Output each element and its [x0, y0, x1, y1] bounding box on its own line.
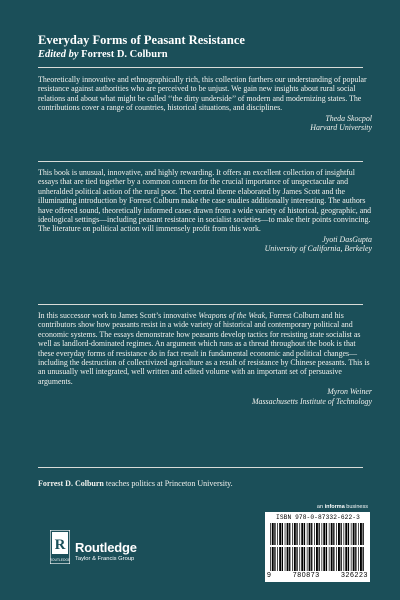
- bio-name: Forrest D. Colburn: [38, 479, 104, 488]
- isbn-barcode-bars: [270, 523, 365, 545]
- imprint-suffix: business: [344, 504, 368, 510]
- author-bio: [38, 479, 368, 489]
- barcode-bar: [307, 547, 308, 571]
- isbn-label: ISBN 978-0-87332-622-3: [276, 514, 360, 521]
- barcode-bar: [301, 523, 303, 545]
- barcode-bar: [338, 523, 340, 545]
- barcode-bar: [351, 547, 352, 571]
- barcode-bar: [301, 547, 303, 571]
- barcode-bar: [319, 523, 320, 545]
- divider: [38, 467, 363, 468]
- barcode-bar: [351, 523, 352, 545]
- barcode-bar: [270, 547, 271, 571]
- barcode-bar: [294, 547, 296, 571]
- editor-name: Forrest D. Colburn: [81, 49, 168, 60]
- barcode-bar: [277, 547, 278, 571]
- barcode-bar: [282, 523, 283, 545]
- bio-text: teaches politics at Princeton University.: [103, 479, 233, 488]
- review-3: [38, 311, 372, 406]
- barcode-bar: [333, 523, 334, 545]
- book-reference: Weapons of the Weak: [198, 311, 266, 320]
- editor-label: Edited by: [38, 49, 79, 60]
- barcode-bar: [304, 547, 305, 571]
- barcode-bar: [272, 547, 274, 571]
- book-title: Everyday Forms of Peasant Resistance: [38, 33, 245, 47]
- barcode-bar: [363, 547, 364, 571]
- barcode-bar: [309, 547, 311, 571]
- review-text: Theoretically innovative and ethnographically rich, this collection furthers our understanding of popular resistance against authorities who are perceived to be unjust. We gain new insights about rural social relations and about what might be called ‘‘the dirty underside’’ of modern and modernizing states. The contributions cover a range of countries, historical situations, and disciplines.: [38, 75, 367, 113]
- barcode-bar: [331, 523, 333, 545]
- barcode-bar: [309, 523, 311, 545]
- barcode-bar: [348, 547, 349, 571]
- barcode-bar: [326, 547, 327, 571]
- barcode-bar: [287, 547, 289, 571]
- review-text: This book is unusual, innovative, and highly rewarding. It offers an excellent collection of insightful essays that are tied together by a common concern for the crucial importance of unspectacular and unheralded political action of the rural poor. The central theme elaborated by James Scott and the illuminating introduction by Forrest Colburn make the case studies additionally interesting. The authors have offered sound, theoretically informed cases drawn from a wide variety of historical, geographic, and ideological settings—including peasant resistance in socialist societies—to make their points convincing. The literature on political action will immensely profit from this work.: [38, 168, 372, 234]
- logo-letter: R: [54, 537, 66, 553]
- barcode-bar: [285, 523, 286, 545]
- barcode-bar: [282, 547, 283, 571]
- barcode-bar: [329, 547, 330, 571]
- barcode-bar: [274, 547, 275, 571]
- barcode-bar: [333, 547, 334, 571]
- barcode-bar: [304, 523, 305, 545]
- barcode-bar: [292, 523, 293, 545]
- barcode-bar: [358, 523, 359, 545]
- barcode-bar: [272, 523, 274, 545]
- barcode-bar: [353, 547, 355, 571]
- barcode-bar: [279, 547, 281, 571]
- barcode-bar: [316, 523, 318, 545]
- barcode-bar: [353, 523, 355, 545]
- barcode-bar: [299, 523, 300, 545]
- review-text-part: In this successor work to James Scott’s innovative: [38, 311, 199, 320]
- review-author: Jyoti DasGupta: [322, 234, 372, 244]
- barcode-bar: [355, 547, 356, 571]
- barcode-bar: [341, 547, 342, 571]
- review-affiliation: Massachusetts Institute of Technology: [251, 396, 372, 406]
- barcode-bar: [336, 523, 337, 545]
- barcode-bar: [294, 523, 296, 545]
- barcode: [265, 512, 370, 582]
- barcode-bar: [311, 547, 312, 571]
- publisher-name: Routledge: [75, 540, 137, 555]
- barcode-bar: [329, 523, 330, 545]
- informa-imprint: [268, 504, 368, 510]
- review-text: [38, 311, 372, 386]
- barcode-bar: [360, 523, 362, 545]
- barcode-digits: [267, 572, 368, 579]
- barcode-bar: [287, 523, 289, 545]
- barcode-bar: [289, 547, 290, 571]
- barcode-bar: [360, 547, 362, 571]
- publisher-logo: [50, 530, 190, 570]
- barcode-bar: [314, 547, 315, 571]
- barcode-bar: [326, 523, 327, 545]
- barcode-bar: [322, 547, 323, 571]
- editor-line: [38, 48, 368, 61]
- barcode-bar: [270, 523, 271, 545]
- barcode-bar: [341, 523, 342, 545]
- barcode-bar: [323, 523, 325, 545]
- barcode-digit-group: 9: [267, 572, 272, 579]
- divider: [38, 161, 363, 162]
- barcode-bar: [345, 523, 347, 545]
- barcode-bar: [311, 523, 312, 545]
- review-affiliation: Harvard University: [310, 123, 372, 133]
- barcode-bar: [319, 547, 320, 571]
- barcode-bar: [344, 523, 345, 545]
- barcode-bar: [279, 523, 281, 545]
- barcode-bar: [338, 547, 340, 571]
- divider: [38, 67, 363, 68]
- barcode-bar: [358, 547, 359, 571]
- barcode-bar: [363, 523, 364, 545]
- barcode-bar: [345, 547, 347, 571]
- barcode-bar: [348, 523, 349, 545]
- review-author: Myron Weiner: [327, 387, 372, 397]
- review-1: [38, 75, 372, 132]
- barcode-bar: [289, 523, 290, 545]
- barcode-bar: [314, 523, 315, 545]
- imprint-brand: informa: [324, 504, 345, 510]
- publisher-group: Taylor & Francis Group: [75, 556, 135, 562]
- routledge-mark-icon: [50, 530, 70, 564]
- barcode-bar: [316, 547, 318, 571]
- barcode-bar: [307, 523, 308, 545]
- barcode-digit-group: 780873: [292, 572, 320, 579]
- divider: [38, 304, 363, 305]
- barcode-bar: [336, 547, 337, 571]
- barcode-bar: [285, 547, 286, 571]
- barcode-bar: [292, 547, 293, 571]
- barcode-bar: [322, 523, 323, 545]
- barcode-bar: [296, 523, 297, 545]
- barcode-digit-group: 326223: [341, 572, 368, 579]
- barcode-bar: [274, 523, 275, 545]
- barcode-bar: [299, 547, 300, 571]
- barcode-bar: [277, 523, 278, 545]
- review-affiliation: University of California, Berkeley: [264, 244, 372, 254]
- barcode-bar: [344, 547, 345, 571]
- barcode-bar: [296, 547, 297, 571]
- svg-text:ROUTLEDGE: ROUTLEDGE: [50, 558, 70, 562]
- imprint-prefix: an: [316, 504, 325, 510]
- barcode-bar: [323, 547, 325, 571]
- review-text-part: , Forrest Colburn and his contributors show how peasants resist in a wide variety of historical and contemporary political and economic systems. The essays demonstrate how peasants develop tactics for resisting state socialist as well as landlord-dominated regimes. An argument which runs as a thread throughout the book is that these everyday forms of resistance do in fact result in fundamental economic and political changes—including the destruction of collectivized agriculture as a result of resistance by Chinese peasants. This is an unusually well integrated, well written and edited volume with an important set of persuasive arguments.: [38, 311, 370, 386]
- ean-barcode-bars: [270, 547, 365, 571]
- barcode-bar: [331, 547, 333, 571]
- barcode-bar: [355, 523, 356, 545]
- review-author: Theda Skocpol: [325, 113, 372, 123]
- review-2: [38, 168, 372, 254]
